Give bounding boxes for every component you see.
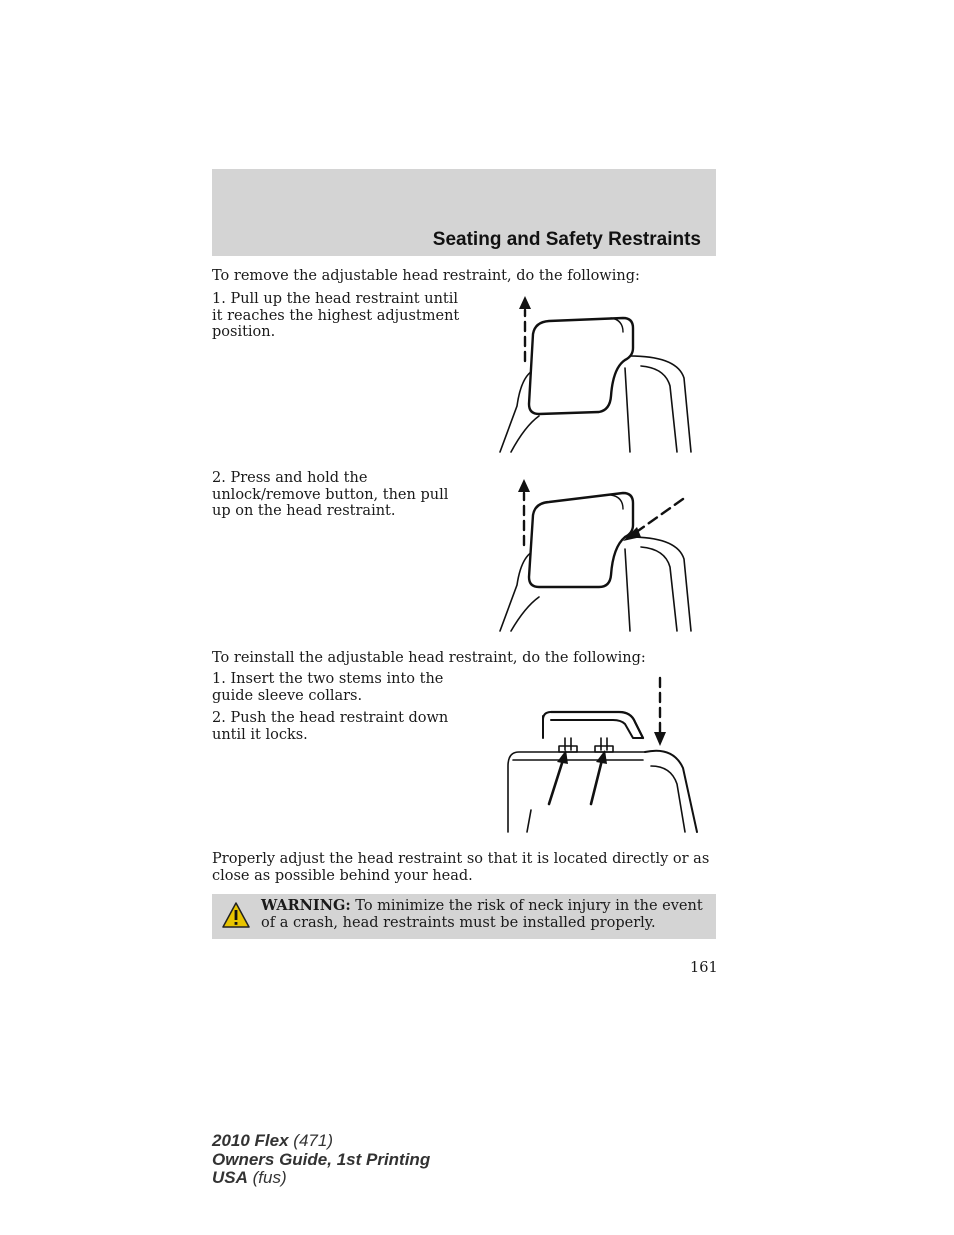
head-restraint-raise-figure [495,296,695,456]
page-number: 161 [690,960,718,976]
collar-left [559,746,577,752]
raise-arrow-head [519,296,531,309]
warning-text [261,898,713,931]
adjust-note: Properly adjust the head restraint so that it is located directly or as close as possible behind your head. [212,851,710,884]
footer-market-code: (fus) [252,1168,287,1187]
seat-back-panel [651,766,685,832]
seat-back-inner-line [511,416,539,452]
seat-back-panel [641,547,677,631]
head-restraint-unlock-figure [495,475,695,635]
warning-triangle-icon [222,902,250,928]
collar-right [595,746,613,752]
warning-body: To minimize the risk of neck injury in the event of a crash, head restraints must be installed properly. [261,898,703,931]
reinstall-step-1: 1. Insert the two stems into the guide sleeve collars. [212,671,444,704]
footer-line-model [212,1132,430,1151]
headrest-shape [529,493,633,587]
seat-back-seam [527,810,531,832]
footer-model-code: (471) [293,1131,333,1150]
warning-label: WARNING: [261,897,351,914]
head-restraint-reinstall-figure [505,676,700,834]
seat-back-seam [625,549,630,631]
footer-guide: Owners Guide, 1st Printing [212,1149,431,1169]
button-arrow-shaft [635,499,683,533]
stem-arrow-right-shaft [591,760,602,804]
push-arrow-head [654,732,666,746]
warning-box [212,894,716,939]
headrest-shape [543,712,643,738]
footer-line-guide [212,1151,430,1170]
reinstall-intro: To reinstall the adjustable head restraint, do the following: [212,650,646,666]
seat-back-right-edge [645,751,697,832]
section-header-band [212,169,716,256]
section-title: Seating and Safety Restraints [432,229,701,250]
stem-arrow-left-shaft [549,760,563,804]
remove-intro: To remove the adjustable head restraint, do the following: [212,268,640,284]
headrest-shape [529,318,633,414]
seat-back-panel [641,366,677,452]
pull-arrow-head [518,479,530,492]
footer-line-market [212,1169,430,1188]
footer-market: USA [212,1168,248,1187]
seat-back-inner-line [511,597,539,631]
seat-back-seam [625,368,630,452]
document-footer [212,1132,430,1188]
seat-back-right-edge [605,537,691,631]
remove-step-1: 1. Pull up the head restraint until it reaches the highest adjustment position. [212,291,460,340]
footer-model: 2010 Flex [212,1131,289,1150]
reinstall-step-2: 2. Push the head restraint down until it locks. [212,710,449,743]
remove-step-2: 2. Press and hold the unlock/remove button, then pull up on the head restraint. [212,470,449,519]
